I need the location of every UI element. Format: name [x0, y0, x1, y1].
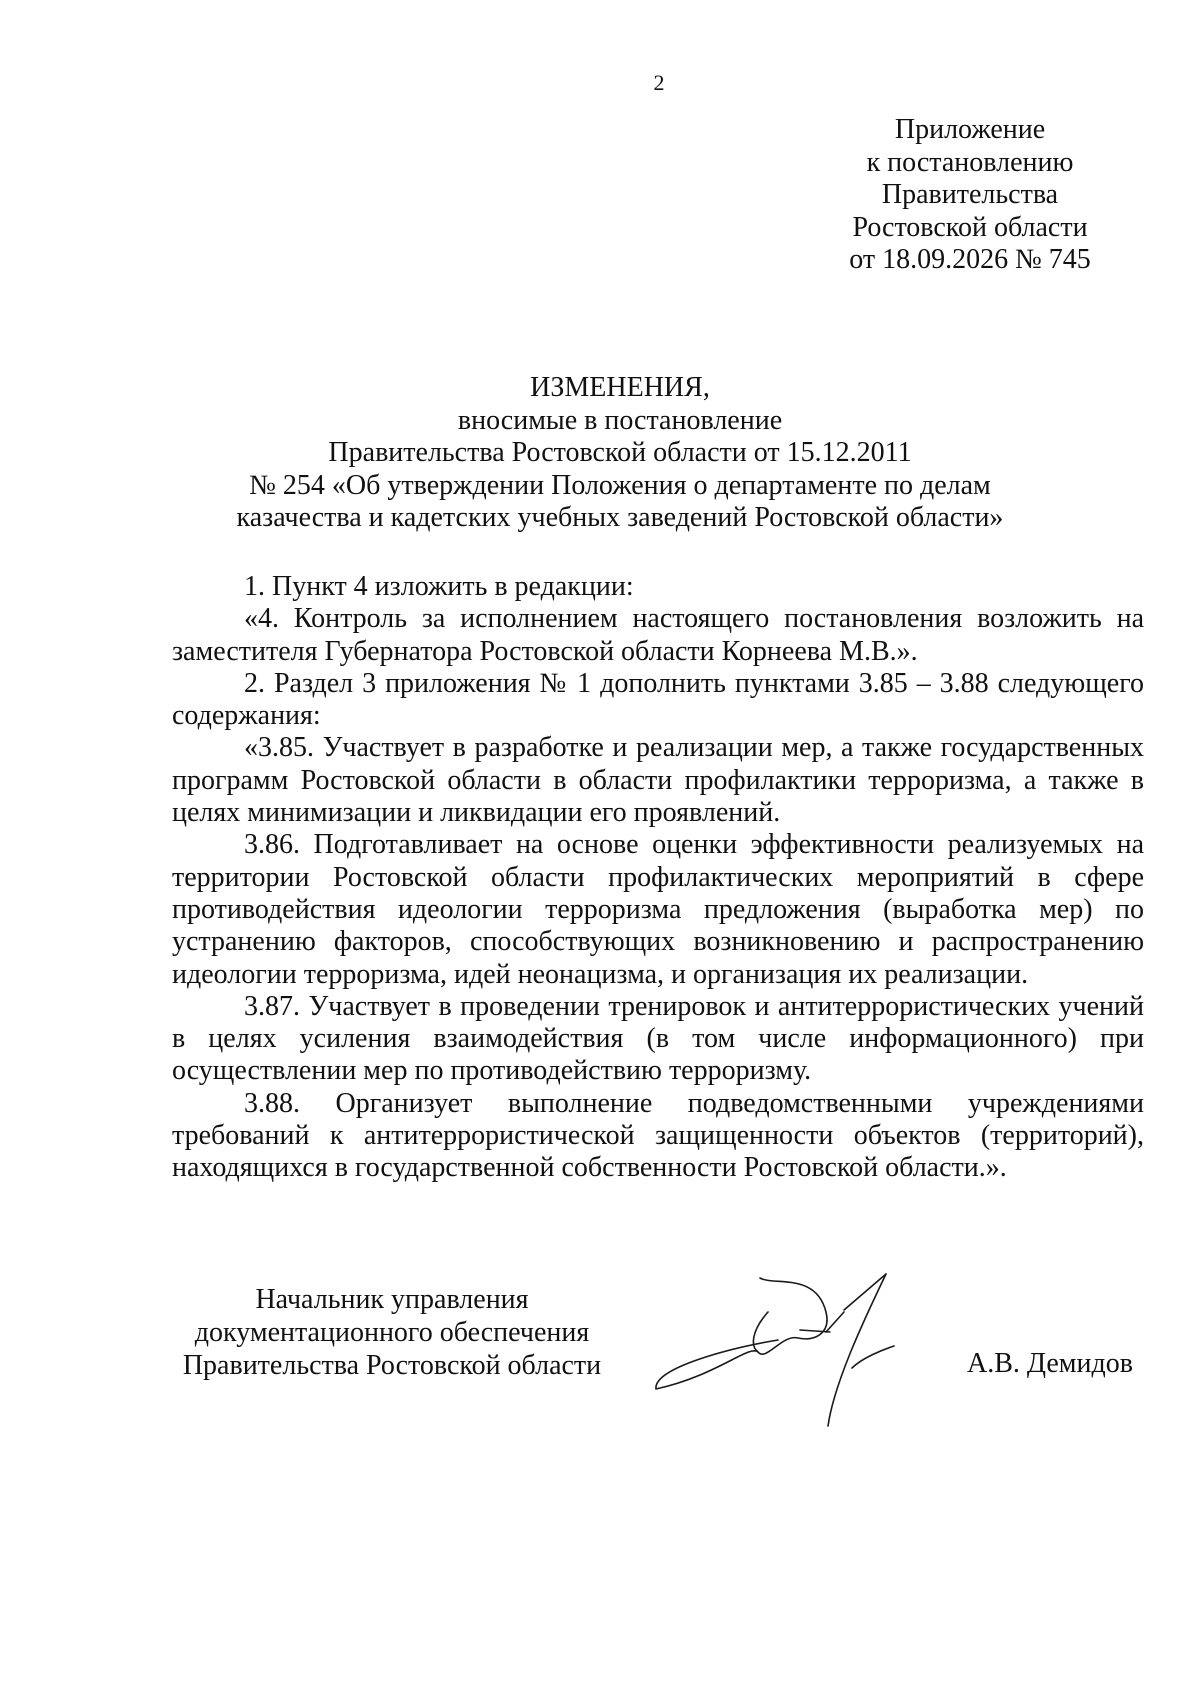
paragraph-3-86: 3.86. Подготавливает на основе оценки эффективности реализуемых на территории Ростовской области профилактических мероприятий в сфере противодействия идеологии терроризма предложения (выработка мер) по устранению факторов, способствующих возникновению и распространению идеологии терроризма, идей неонацизма, и организация их реализации.	[172, 829, 1144, 990]
signer-position	[172, 1283, 612, 1382]
signer-position-line: Правительства Ростовской области	[182, 1350, 602, 1381]
signer-position-line: документационного обеспечения	[194, 1317, 590, 1348]
annex-line: Приложение	[894, 114, 1046, 145]
signer-name: А.В. Демидов	[967, 1348, 1133, 1379]
title-line: вносимые в постановление	[457, 404, 783, 436]
document-title	[200, 372, 1040, 535]
page-number: 2	[653, 70, 665, 95]
title-line: Правительства Ростовской области от 15.12.2011	[328, 437, 912, 468]
paragraph-3-87: 3.87. Участвует в проведении тренировок и антитеррористических учений в целях усиления взаимодействия (в том числе информационного) при осуществлении мер по противодействию терроризму.	[172, 990, 1144, 1087]
annex-line: Ростовской области	[852, 211, 1088, 243]
document-body	[172, 571, 1144, 1185]
title-line: казачества и кадетских учебных заведений Ростовской области»	[236, 502, 1004, 533]
paragraph-item-1: 1. Пункт 4 изложить в редакции:	[244, 571, 634, 602]
signer-position-line: Начальник управления	[255, 1284, 529, 1315]
paragraph-item-2: 2. Раздел 3 приложения № 1 дополнить пунктами 3.85 – 3.88 следующего содержания:	[172, 667, 1144, 732]
paragraph-3-88: 3.88. Организует выполнение подведомственными учреждениями требований к антитеррористической защищенности объектов (территорий), находящихся в государственной собственности Ростовской области.».	[172, 1087, 1144, 1184]
annex-header	[820, 114, 1120, 277]
annex-line: Правительства	[881, 179, 1059, 210]
title-line: № 254 «Об утверждении Положения о департаменте по делам	[249, 469, 991, 501]
title-heading: ИЗМЕНЕНИЯ,	[530, 372, 710, 403]
annex-line: от 18.09.2026 № 745	[849, 244, 1091, 275]
paragraph-quote-4: «4. Контроль за исполнением настоящего постановления возложить на заместителя Губернатора Ростовской области Корнеева М.В.».	[172, 603, 1144, 667]
handwritten-signature-icon	[650, 1272, 940, 1432]
paragraph-3-85: «3.85. Участвует в разработке и реализации мер, а также государственных программ Ростовской области в области профилактики терроризма, а также в целях минимизации и ликвидации его проявлений.	[172, 732, 1144, 829]
annex-line: к постановлению	[866, 146, 1074, 178]
